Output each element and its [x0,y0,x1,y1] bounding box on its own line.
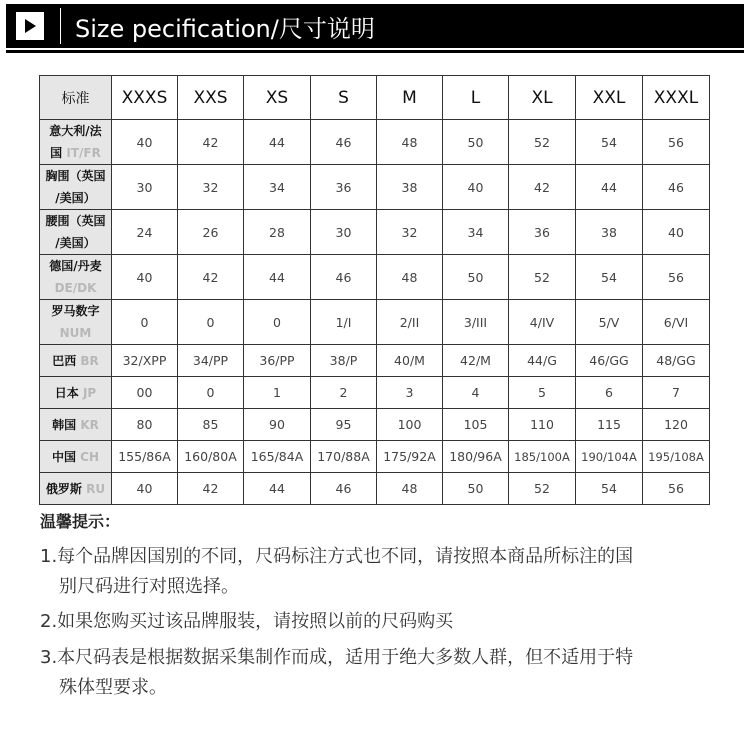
size-value-cell: 190/104A [576,441,643,473]
size-value-cell: 95 [311,409,377,441]
row-label [40,377,112,409]
size-header: S [311,76,377,120]
note-line: 3.本尺码表是根据数据采集制作而成，适用于绝大多数人群，但不适用于特 [40,647,634,668]
size-value-cell: 90 [244,409,311,441]
size-value-cell: 38 [377,165,443,210]
table-row [40,300,710,345]
size-value-cell: 5/V [576,300,643,345]
size-value-cell: 46 [311,255,377,300]
size-value-cell: 28 [244,210,311,255]
size-value-cell: 30 [112,165,178,210]
row-label-text: 罗马数字 [51,304,100,318]
size-value-cell: 165/84A [244,441,311,473]
size-value-cell: 3 [377,377,443,409]
size-value-cell: 50 [443,120,509,165]
size-value-cell: 44 [244,473,311,505]
size-value-cell: 30 [311,210,377,255]
size-value-cell: 40 [643,210,710,255]
row-label-text: /美国） [55,236,96,250]
size-value-cell: 7 [643,377,710,409]
table-row [40,441,710,473]
size-value-cell: 46 [311,473,377,505]
row-label-text: 国 [50,146,63,160]
size-header: L [443,76,509,120]
row-label [40,255,112,300]
size-value-cell: 0 [112,300,178,345]
size-value-cell: 32 [178,165,244,210]
size-value-cell: 42 [178,120,244,165]
table-row [40,120,710,165]
size-value-cell: 40 [112,473,178,505]
size-value-cell: 3/III [443,300,509,345]
size-value-cell: 175/92A [377,441,443,473]
size-value-cell: 185/100A [509,441,576,473]
size-value-cell: 1/I [311,300,377,345]
size-value-cell: 48 [377,473,443,505]
size-value-cell: 42/M [443,345,509,377]
row-label-line2 [42,232,109,254]
row-label-code: KR [80,417,99,432]
size-value-cell: 4/IV [509,300,576,345]
row-label-line2 [42,187,109,209]
size-value-cell: 24 [112,210,178,255]
size-value-cell: 48 [377,255,443,300]
size-value-cell: 6 [576,377,643,409]
table-body [40,120,710,505]
size-value-cell: 56 [643,255,710,300]
size-value-cell: 34/PP [178,345,244,377]
size-header: XL [509,76,576,120]
size-value-cell: 6/VI [643,300,710,345]
row-label-text: /美国） [55,191,96,205]
play-icon [16,12,44,40]
size-value-cell: 40 [112,255,178,300]
size-value-cell: 105 [443,409,509,441]
size-value-cell: 36/PP [244,345,311,377]
size-value-cell: 0 [244,300,311,345]
row-label-code: CH [80,449,100,464]
size-header: XXL [576,76,643,120]
size-value-cell: 38/P [311,345,377,377]
size-value-cell: 46 [643,165,710,210]
table-row [40,377,710,409]
size-value-cell: 120 [643,409,710,441]
size-value-cell: 38 [576,210,643,255]
row-label [40,120,112,165]
row-label [40,210,112,255]
size-value-cell: 42 [509,165,576,210]
size-value-cell: 52 [509,473,576,505]
size-value-cell: 40 [112,120,178,165]
size-value-cell: 160/80A [178,441,244,473]
size-value-cell: 5 [509,377,576,409]
note-item [40,542,720,602]
size-value-cell: 56 [643,473,710,505]
row-label [40,473,112,505]
size-value-cell: 85 [178,409,244,441]
row-label-code: NUM [59,326,92,340]
size-value-cell: 54 [576,255,643,300]
row-label-line2 [42,142,109,164]
note-line-continued: 别尺码进行对照选择。 [59,576,239,597]
size-value-cell: 1 [244,377,311,409]
note-item [40,607,720,637]
size-value-cell: 80 [112,409,178,441]
row-label-text: 日本 [54,385,79,400]
size-value-cell: 180/96A [443,441,509,473]
table-row [40,165,710,210]
row-label-text: 德国/丹麦 [49,259,102,273]
row-label-text: 中国 [51,449,76,464]
size-value-cell: 110 [509,409,576,441]
size-value-cell: 48/GG [643,345,710,377]
size-value-cell: 44/G [509,345,576,377]
size-value-cell: 54 [576,120,643,165]
size-header: XXS [178,76,244,120]
row-label-code: DE/DK [54,281,97,295]
row-label-code: RU [86,481,106,496]
size-value-cell: 42 [178,255,244,300]
size-value-cell: 32 [377,210,443,255]
size-table [39,75,710,505]
note-item [40,643,720,703]
table-row [40,255,710,300]
size-value-cell: 0 [178,377,244,409]
page-title: Size pecification/尺寸说明 [75,14,375,43]
size-header: XS [244,76,311,120]
size-value-cell: 4 [443,377,509,409]
size-value-cell: 46/GG [576,345,643,377]
size-header: XXXL [643,76,710,120]
size-header-row [40,76,710,120]
size-value-cell: 170/88A [311,441,377,473]
row-label [40,409,112,441]
notes-title: 温馨提示： [40,512,121,531]
size-value-cell: 44 [244,255,311,300]
size-value-cell: 34 [244,165,311,210]
size-value-cell: 2 [311,377,377,409]
size-value-cell: 48 [377,120,443,165]
header-divider [60,8,61,44]
size-value-cell: 0 [178,300,244,345]
size-value-cell: 36 [311,165,377,210]
size-value-cell: 40/M [377,345,443,377]
row-label-text: 俄罗斯 [45,481,82,496]
note-line: 1.每个品牌因国别的不同，尺码标注方式也不同，请按照本商品所标注的国 [40,546,634,567]
row-label-text: 胸围（英国 [45,169,106,183]
size-value-cell: 32/XPP [112,345,178,377]
row-label-text: 意大利/法 [49,124,102,138]
size-value-cell: 115 [576,409,643,441]
row-label [40,165,112,210]
size-value-cell: 36 [509,210,576,255]
size-value-cell: 44 [576,165,643,210]
row-label-text: 腰围（英国 [45,214,106,228]
table-row [40,409,710,441]
size-value-cell: 56 [643,120,710,165]
size-value-cell: 40 [443,165,509,210]
row-label-line2 [42,322,109,344]
size-header: XXXS [112,76,178,120]
size-value-cell: 2/II [377,300,443,345]
size-value-cell: 34 [443,210,509,255]
table-row [40,345,710,377]
size-value-cell: 54 [576,473,643,505]
row-label [40,345,112,377]
table-row [40,210,710,255]
size-header: M [377,76,443,120]
note-line-continued: 殊体型要求。 [59,677,167,698]
row-label-text: 巴西 [52,353,77,368]
row-label-code: BR [80,353,99,368]
note-line: 2.如果您购买过该品牌服装，请按照以前的尺码购买 [40,611,454,632]
row-label [40,441,112,473]
row-label [40,300,112,345]
size-value-cell: 100 [377,409,443,441]
size-value-cell: 00 [112,377,178,409]
row-label-line2 [42,277,109,299]
corner-label: 标准 [40,76,112,120]
header-underline [6,50,744,53]
row-label-code: JP [82,385,97,400]
table-row [40,473,710,505]
size-value-cell: 195/108A [643,441,710,473]
size-value-cell: 26 [178,210,244,255]
size-value-cell: 155/86A [112,441,178,473]
row-label-text: 韩国 [52,417,77,432]
size-value-cell: 50 [443,473,509,505]
size-value-cell: 44 [244,120,311,165]
size-value-cell: 50 [443,255,509,300]
size-value-cell: 46 [311,120,377,165]
size-value-cell: 52 [509,120,576,165]
section-header [6,4,744,48]
size-value-cell: 42 [178,473,244,505]
row-label-code: IT/FR [66,146,101,160]
size-value-cell: 52 [509,255,576,300]
